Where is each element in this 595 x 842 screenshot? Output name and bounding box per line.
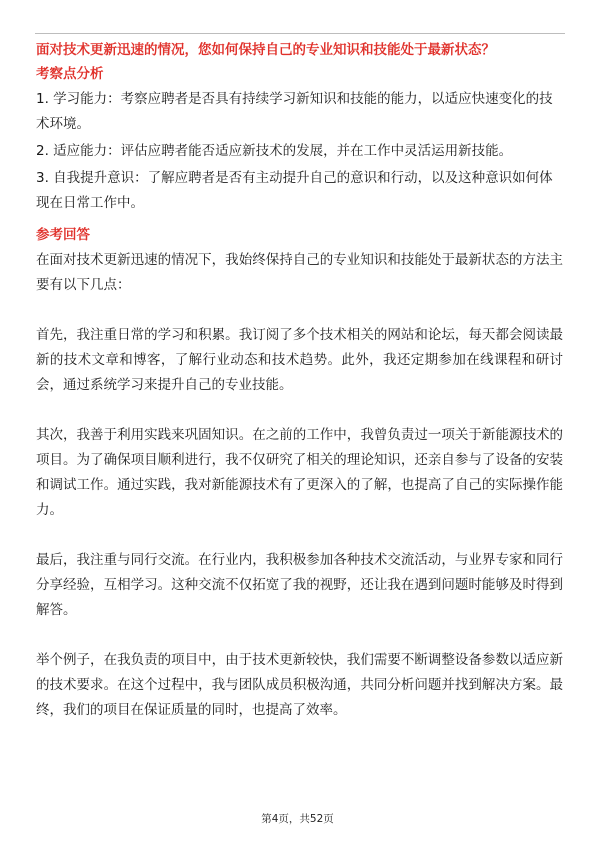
answer-title: 参考回答 <box>36 227 90 243</box>
analysis-point: 2. 适应能力：评估应聘者能否适应新技术的发展，并在工作中灵活运用新技能。 <box>36 143 513 159</box>
paragraph-gap <box>36 398 563 423</box>
answer-paragraph: 举个例子，在我负责的项目中，由于技术更新较快，我们需要不断调整设备参数以适应新的技术要求。在这个过程中，我与团队成员积极沟通，共同分析问题并找到解决方案。最终，我们的项目在保证质量的同时，也提高了效率。 <box>36 652 563 718</box>
paragraph-gap <box>36 623 563 648</box>
analysis-point: 1. 学习能力：考察应聘者是否具有持续学习新知识和技能的能力，以适应快速变化的技术环境。 <box>36 91 553 132</box>
page-number: 第4页，共52页 <box>261 813 334 825</box>
paragraph-gap <box>36 523 563 548</box>
answer-paragraph: 其次，我善于利用实践来巩固知识。在之前的工作中，我曾负责过一项关于新能源技术的项目。为了确保项目顺利进行，我不仅研究了相关的理论知识，还亲自参与了设备的安装和调试工作。通过实践，我对新能源技术有了更深入的了解，也提高了自己的实际操作能力。 <box>36 427 563 518</box>
answer-intro: 在面对技术更新迅速的情况下，我始终保持自己的专业知识和技能处于最新状态的方法主要有以下几点： <box>36 252 563 293</box>
header-rule <box>35 33 565 34</box>
paragraph-gap <box>36 298 563 323</box>
answer-paragraph: 首先，我注重日常的学习和积累。我订阅了多个技术相关的网站和论坛，每天都会阅读最新的技术文章和博客，了解行业动态和技术趋势。此外，我还定期参加在线课程和研讨会，通过系统学习来提升自己的专业技能。 <box>36 327 563 393</box>
analysis-title: 考察点分析 <box>36 66 104 82</box>
analysis-point-list <box>36 87 563 216</box>
document-body <box>36 41 563 723</box>
question-heading: 面对技术更新迅速的情况，您如何保持自己的专业知识和技能处于最新状态？ <box>36 42 495 58</box>
analysis-point: 3. 自我提升意识：了解应聘者是否有主动提升自己的意识和行动，以及这种意识如何体现在日常工作中。 <box>36 170 553 211</box>
answer-paragraph: 最后，我注重与同行交流。在行业内，我积极参加各种技术交流活动，与业界专家和同行分享经验，互相学习。这种交流不仅拓宽了我的视野，还让我在遇到问题时能够及时得到解答。 <box>36 552 563 618</box>
